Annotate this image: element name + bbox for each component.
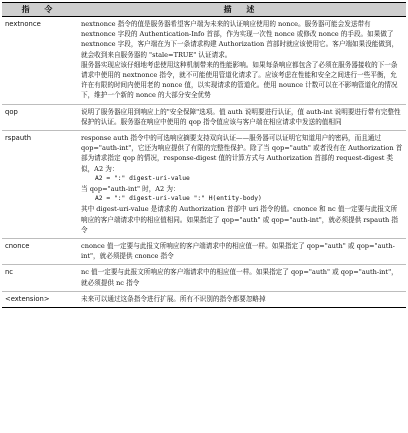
- table-header-row: [2, 3, 406, 17]
- table-row: [2, 131, 406, 239]
- table-row: [2, 291, 406, 307]
- table-row: [2, 17, 406, 105]
- table-row: [2, 265, 406, 291]
- directive-name: qop: [5, 107, 18, 116]
- table-row: [2, 239, 406, 265]
- header-directive: 指 令: [2, 3, 78, 17]
- directive-name: cnonce: [5, 242, 30, 251]
- description-paragraph: 服务器实现应该仔细地考虑使用这种机制带来的性能影响。如果每条响应都包含了必须在服务器接收的下一条请求中使用的 nextnonce 指令，就不可能使用管道化请求了。应该考虑在性能和安全之间进行一些平衡，允许在有限的时间内使用老的 nonce 值，以实现请求的管道化。使用 nounce 计数可以在不影响管道化的情况下，维护一个新的 nonce 的大部分安全优势: [81, 60, 398, 100]
- description-paragraph: 当 qop="auth-int" 时，A2 为：: [81, 185, 180, 194]
- directive-name: rspauth: [5, 134, 32, 143]
- formula-line: A2 = ":" digest-uri-value: [95, 174, 190, 182]
- header-description: 描 述: [78, 3, 406, 17]
- formula-line: A2 = ":" digest-uri-value ":" H(entity-body): [95, 195, 262, 203]
- directive-table: [2, 2, 406, 308]
- description-paragraph: nc 值一定要与此报文所响应的客户端请求中的相应值一样。如果指定了 qop="auth" 或 qop="auth-int"，就必须提供 nc 指令: [81, 268, 398, 287]
- directive-description: [78, 265, 406, 291]
- table-row: [2, 104, 406, 130]
- directive-name: nextnonce: [5, 20, 41, 28]
- directive-description: [78, 131, 406, 239]
- directive-name: nc: [5, 268, 14, 277]
- description-paragraph: response auth 指令中的可选响应摘要支持双向认证——服务器可以证明它知道用户的密码，而且通过 qop="auth-int"，它还为响应提供了有限的完整性保护。除了当 qop="auth" 或者没有在 Authorization 首部为请求指定 qop 的情况，response-digest 值的计算方式与 Authorization 首部的 request-digest 类似，A2 为：: [81, 134, 403, 173]
- description-paragraph: 其中 digest-uri-value 是请求的 Authorization 首部中 uri 指令的值。cnonce 和 nc 值一定要与此报文所响应的客户端请求中的相应值相同。如果指定了 qop="auth" 或 qop="auth-int"，就必须提供 rspauth 指令: [81, 205, 398, 234]
- directive-description: [78, 17, 406, 105]
- directive-description: [78, 239, 406, 265]
- description-paragraph: nextnonce 指令的值是服务器希望客户端为未来的认证响应使用的 nonce。服务器可能会发送带有 nextnonce 字段的 Authentication-Info 首部，作为实现一次性 nonce 或修改 nonce 的手段。如果做了 nextnonce 字段，客户端在为下一条请求构建 Authorization 首部时就应该使用它。客户端如果没能做到，就会收到来自服务器的 "stale=TRUE" 认证请求。: [81, 20, 399, 59]
- directive-description: [78, 104, 406, 130]
- directive-name: <extension>: [5, 294, 50, 303]
- description-paragraph: 未来可以通过这条指令进行扩展。所有不识别的指令都要忽略掉: [81, 294, 266, 303]
- description-paragraph: cnonce 值一定要与此报文所响应的客户端请求中的相应值一样。如果指定了 qop="auth" 或 qop="auth-int"，就必须提供 cnonce 指令: [81, 242, 395, 261]
- description-paragraph: 说明了服务器应用到响应上的"安全保障"选项。值 auth 说明要进行认证，值 auth-int 说明要进行带有完整性保护的认证。服务器在响应中使用的 qop 指令值应该与客户端在相应请求中发送的值相同: [81, 107, 401, 126]
- directive-description: [78, 291, 406, 307]
